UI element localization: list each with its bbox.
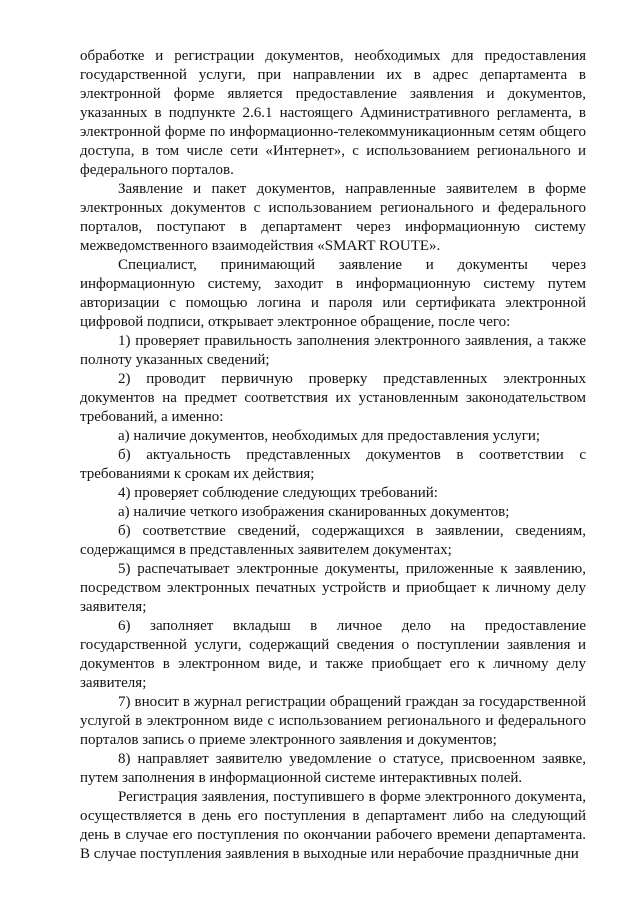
document-page — [80, 47, 586, 864]
sub-item-a: а) наличие документов, необходимых для предоставления услуги; — [118, 428, 541, 444]
paragraph-1: обработке и регистрации документов, необходимых для предоставления государственной услуги, при направлении их в адрес департамента в электронной форме является предоставление заявления и документов, указанных в подпункте 2.6.1 настоящего Административного регламента, в электронной форме по информационно-телекоммуникационным сетям общего доступа, в том числе сети «Интернет», с использованием регионального и федерального порталов. — [80, 48, 586, 178]
paragraph-3: Специалист, принимающий заявление и документы через информационную систему, заходит в информационную систему путем авторизации с помощью логина и пароля или сертификата электронной цифровой подписи, открывает электронное обращение, после чего: — [80, 257, 586, 330]
list-item-8: 8) направляет заявителю уведомление о статусе, присвоенном заявке, путем заполнения в информационной системе интерактивных полей. — [80, 751, 586, 786]
sub-item-b: б) актуальность представленных документов в соответствии с требованиями к срокам их действия; — [80, 447, 586, 482]
list-item-4: 4) проверяет соблюдение следующих требований: — [118, 485, 438, 501]
sub-item-a-2: а) наличие четкого изображения сканированных документов; — [118, 504, 510, 520]
list-item-5: 5) распечатывает электронные документы, приложенные к заявлению, посредством электронных печатных устройств и приобщает к личному делу заявителя; — [80, 561, 586, 615]
paragraph-2: Заявление и пакет документов, направленные заявителем в форме электронных документов с использованием регионального и федерального порталов, поступают в департамент через информационную систему межведомственного взаимодействия «SMART ROUTE». — [80, 181, 586, 254]
sub-item-b-2: б) соответствие сведений, содержащихся в заявлении, сведениям, содержащимся в представленных заявителем документах; — [80, 523, 586, 558]
list-item-7: 7) вносит в журнал регистрации обращений граждан за государственной услугой в электронном виде с использованием регионального и федерального порталов запись о приеме электронного заявления и документов; — [80, 694, 586, 748]
paragraph-registration: Регистрация заявления, поступившего в форме электронного документа, осуществляется в день его поступления в департамент либо на следующий день в случае его поступления по окончании рабочего времени департамента. В случае поступления заявления в выходные или нерабочие праздничные дни — [80, 789, 586, 862]
list-item-6: 6) заполняет вкладыш в личное дело на предоставление государственной услуги, содержащий сведения о поступлении заявления и документов в электронном виде, и также приобщает его к личному делу заявителя; — [80, 618, 586, 691]
list-item-1: 1) проверяет правильность заполнения электронного заявления, а также полноту указанных сведений; — [80, 333, 586, 368]
list-item-2: 2) проводит первичную проверку представленных электронных документов на предмет соответствия их установленным законодательством требований, а именно: — [80, 371, 586, 425]
